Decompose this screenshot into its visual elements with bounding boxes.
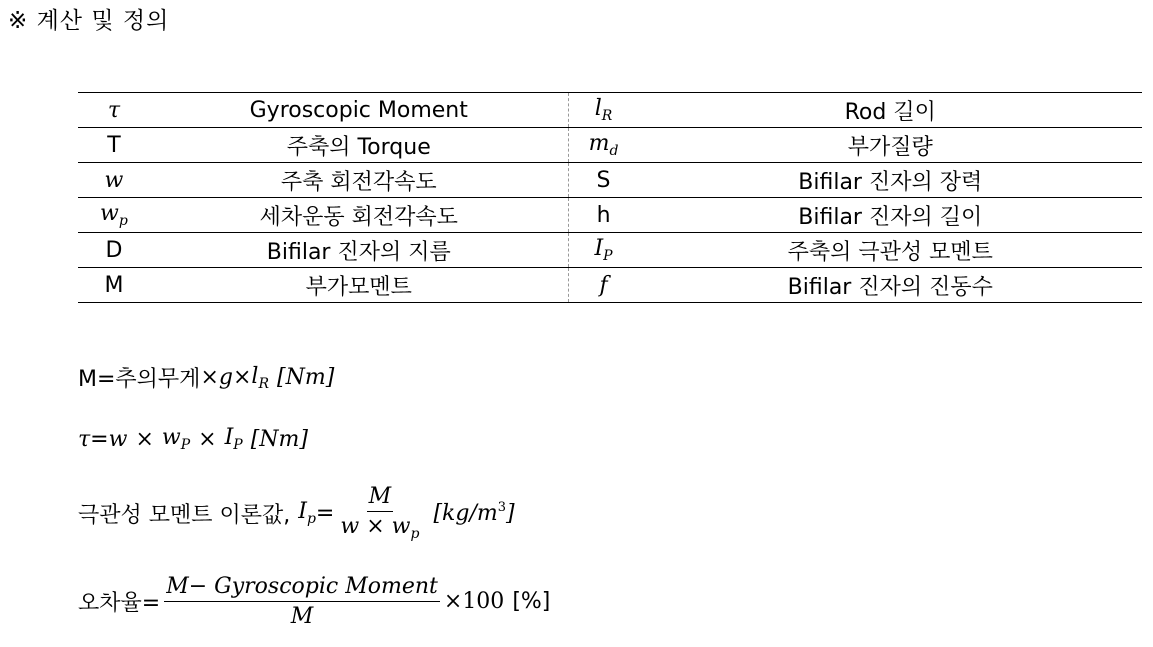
description-left: 부가모멘트 [150, 268, 568, 303]
description-right: Bifilar 진자의 장력 [639, 163, 1143, 198]
table-row [78, 268, 1142, 303]
symbol-right: $l_R$ [568, 93, 638, 128]
var-tau: τ [78, 426, 91, 452]
formula-gyro-moment [78, 425, 308, 453]
description-left: 주축의 Torque [150, 128, 568, 163]
var-g: g [218, 365, 233, 390]
symbol-right: f [568, 268, 638, 303]
table-row [78, 233, 1142, 268]
fraction-numerator: M [367, 484, 394, 512]
times-sign: × [200, 365, 219, 390]
symbol-left: $w_p$ [78, 198, 150, 233]
symbol-right: h [568, 198, 638, 233]
table-row [78, 163, 1142, 198]
formula-error-label: 오차율= [78, 591, 161, 616]
symbol-left: τ [78, 93, 150, 128]
table-row [78, 128, 1142, 163]
var-wp: $w_P$ [161, 425, 191, 453]
symbol-right: $m_d$ [568, 128, 638, 163]
formula-moment-lhs: M=추의무게 [78, 367, 201, 392]
symbol-left: T [78, 128, 150, 163]
formula-polar-inertia [78, 484, 515, 542]
var-ip: $I_p$ [298, 499, 316, 527]
times-sign: × [232, 365, 252, 390]
definitions-table [78, 92, 1142, 303]
description-left: Bifilar 진자의 지름 [150, 233, 568, 268]
var-w: w [108, 426, 128, 452]
section-heading: ※ 계산 및 정의 [8, 8, 170, 34]
equals-sign: = [315, 500, 335, 526]
var-l: $l_R$ [251, 363, 269, 392]
unit-inertia: $[kg/m^3]$ [433, 500, 515, 526]
description-right: 부가질량 [639, 128, 1143, 163]
symbol-left: M [78, 268, 150, 303]
description-right: Rod 길이 [639, 93, 1143, 128]
description-right: Bifilar 진자의 길이 [639, 198, 1143, 233]
times-sign: × [198, 426, 217, 452]
description-left: 세차운동 회전각속도 [150, 198, 568, 233]
symbol-left: w [78, 163, 150, 198]
times-sign: × [443, 589, 463, 614]
symbol-right: S [568, 163, 638, 198]
table-row [78, 198, 1142, 233]
symbol-left: D [78, 233, 150, 268]
unit-percent: [%] [512, 589, 551, 614]
equals-sign: = [90, 426, 109, 452]
description-right: Bifilar 진자의 진동수 [639, 268, 1143, 303]
description-right: 주축의 극관성 모멘트 [639, 233, 1143, 268]
description-left: Gyroscopic Moment [150, 93, 568, 128]
fraction-numerator: M− Gyroscopic Moment [164, 574, 440, 602]
factor-100: 100 [462, 589, 505, 614]
unit-nm: [Nm] [250, 426, 308, 452]
table-row [78, 93, 1142, 128]
formula-moment [78, 362, 334, 393]
fraction [164, 574, 440, 629]
description-left: 주축 회전각속도 [150, 163, 568, 198]
fraction-denominator: $w \times w_p$ [340, 514, 420, 542]
symbol-right: $I_P$ [568, 233, 638, 268]
var-ip: $I_P$ [224, 425, 243, 453]
formula-polar-label: 극관성 모멘트 이론값, [78, 502, 291, 528]
fraction [338, 484, 421, 542]
formula-error-rate [78, 574, 550, 629]
unit-nm: [Nm] [277, 365, 335, 390]
times-sign: × [135, 426, 154, 452]
fraction-denominator: M [290, 604, 314, 629]
